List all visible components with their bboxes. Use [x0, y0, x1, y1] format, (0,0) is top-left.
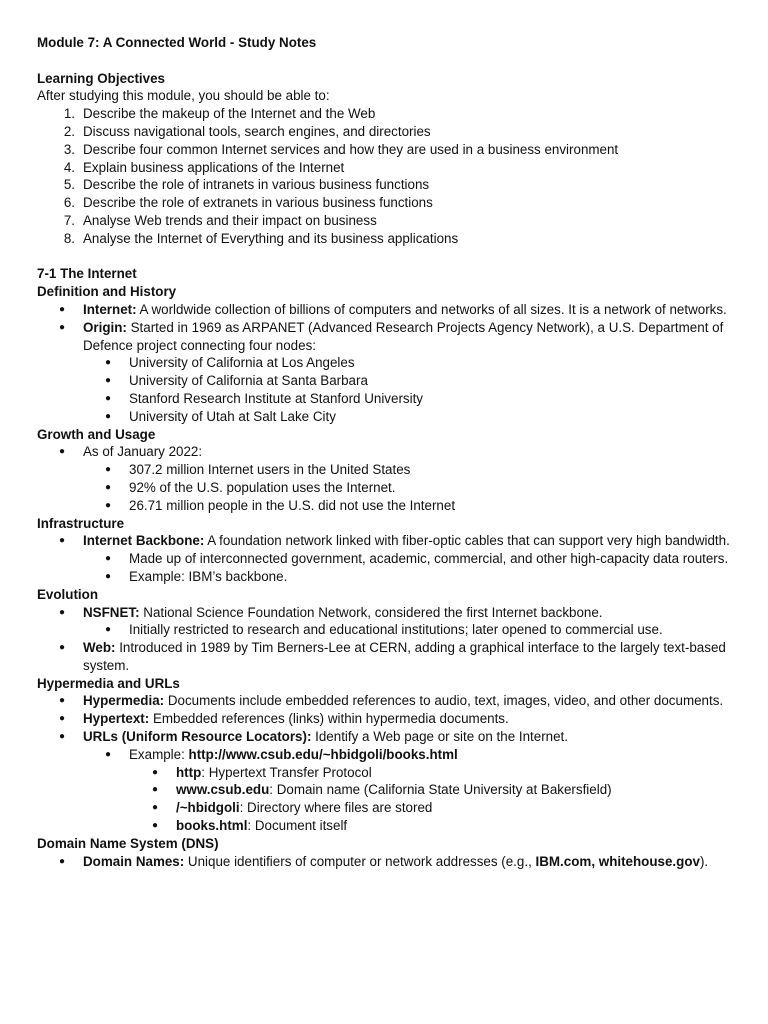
list-number: 7. [63, 212, 75, 228]
bullet-icon: ● [152, 802, 159, 814]
bullet-icon: ● [59, 303, 66, 315]
bullet-icon: ● [105, 392, 112, 404]
list-item [37, 532, 737, 550]
term-label: NSFNET: [83, 604, 140, 620]
section-heading: 7-1 The Internet [37, 266, 137, 282]
list-item [37, 301, 737, 319]
example-label: Example: [129, 746, 189, 762]
subheading-dns: Domain Name System (DNS) [37, 835, 219, 851]
bullet-icon: ● [105, 499, 112, 511]
list-text: Analyse the Internet of Everything and its business applications [83, 230, 459, 246]
objectives-intro: After studying this module, you should be able to: [37, 88, 330, 104]
term-label: Hypermedia: [83, 693, 165, 709]
stat-text: 307.2 million Internet users in the United States [129, 462, 411, 478]
list-text: Describe the role of intranets in various business functions [83, 177, 430, 193]
list-item [37, 123, 737, 141]
term-text: Started in 1969 as ARPANET (Advanced Research Projects Agency Network), a U.S. Department of Defence project connecting four nodes: [83, 319, 724, 353]
list-item [37, 692, 737, 710]
bullet-icon: ● [152, 820, 159, 832]
list-item [37, 710, 737, 728]
list-item [37, 568, 737, 586]
url-part-desc: : Domain name (California State University at Bakersfield) [269, 782, 612, 798]
term-text: Documents include embedded references to audio, text, images, video, and other documents. [164, 693, 724, 709]
bullet-icon: ● [59, 535, 66, 547]
as-of-text: As of January 2022: [83, 444, 203, 460]
bullet-icon: ● [59, 606, 66, 618]
list-text: Describe the role of extranets in various business functions [83, 195, 433, 211]
bullet-icon: ● [59, 321, 66, 333]
list-item [37, 781, 737, 799]
stat-text: 92% of the U.S. population uses the Internet. [129, 479, 396, 495]
example-domain: IBM.com [535, 853, 592, 869]
list-text: Explain business applications of the Internet [83, 159, 345, 175]
list-number: 1. [63, 106, 75, 122]
node-text: University of California at Santa Barbara [129, 373, 368, 389]
list-item [37, 550, 737, 568]
list-item [37, 159, 737, 177]
list-number: 3. [63, 141, 75, 157]
list-item [37, 764, 737, 782]
list-number: 6. [63, 195, 75, 211]
list-text: Describe the makeup of the Internet and the Web [83, 106, 376, 122]
list-item [37, 408, 737, 426]
list-item [37, 479, 737, 497]
bullet-icon: ● [152, 766, 159, 778]
term-text: A foundation network linked with fiber-optic cables that can support very high bandwidth. [204, 533, 730, 549]
bullet-icon: ● [59, 642, 66, 654]
bullet-icon: ● [105, 481, 112, 493]
separator: , [591, 853, 599, 869]
bullet-icon: ● [105, 624, 112, 636]
list-item [37, 230, 737, 248]
list-item [37, 105, 737, 123]
bullet-icon: ● [105, 375, 112, 387]
url-part-desc: : Document itself [247, 818, 348, 834]
subheading-hypermedia-urls: Hypermedia and URLs [37, 675, 180, 691]
bullet-icon: ● [152, 784, 159, 796]
list-item [37, 639, 737, 675]
list-item [37, 853, 737, 871]
list-item [37, 372, 737, 390]
sub-text: Initially restricted to research and educational institutions; later opened to commercial use. [129, 622, 663, 638]
sub-text: Example: IBM’s backbone. [129, 568, 288, 584]
term-text: Introduced in 1989 by Tim Berners-Lee at CERN, adding a graphical interface to the largely text-based system. [83, 640, 726, 673]
term-label: Web: [83, 640, 116, 656]
bullet-icon: ● [105, 570, 112, 582]
term-label: Internet Backbone: [83, 533, 205, 549]
subheading-definition-history: Definition and History [37, 284, 177, 300]
term-text: Embedded references (links) within hypermedia documents. [149, 711, 509, 727]
node-text: Stanford Research Institute at Stanford University [129, 390, 423, 406]
url-part-term: http [176, 764, 202, 780]
subheading-growth-usage: Growth and Usage [37, 426, 156, 442]
term-text: National Science Foundation Network, considered the first Internet backbone. [139, 604, 603, 620]
study-notes-page [37, 34, 737, 870]
term-label: Hypertext: [83, 711, 150, 727]
term-label: Internet: [83, 301, 137, 317]
url-part-term: www.csub.edu [176, 782, 270, 798]
term-text: Unique identifiers of computer or network addresses (e.g., [184, 853, 536, 869]
node-text: University of Utah at Salt Lake City [129, 408, 336, 424]
example-domain: whitehouse.gov [598, 853, 700, 869]
list-number: 4. [63, 159, 75, 175]
node-text: University of California at Los Angeles [129, 355, 355, 371]
list-number: 2. [63, 123, 75, 139]
list-item [37, 746, 737, 764]
subheading-evolution: Evolution [37, 586, 98, 602]
term-label: Domain Names: [83, 853, 185, 869]
list-item [37, 141, 737, 159]
url-part-term: books.html [176, 818, 248, 834]
list-item [37, 799, 737, 817]
bullet-icon: ● [105, 410, 112, 422]
list-item [37, 461, 737, 479]
term-label: URLs (Uniform Resource Locators): [83, 729, 312, 745]
list-text: Discuss navigational tools, search engines, and directories [83, 123, 431, 139]
list-item [37, 497, 737, 515]
bullet-icon: ● [105, 553, 112, 565]
bullet-icon: ● [105, 748, 112, 760]
list-text: Analyse Web trends and their impact on business [83, 212, 377, 228]
example-url: http://www.csub.edu/~hbidgoli/books.html [188, 746, 458, 762]
bullet-icon: ● [59, 855, 66, 867]
bullet-icon: ● [59, 446, 66, 458]
objectives-list [37, 105, 737, 247]
objectives-heading: Learning Objectives [37, 70, 165, 86]
closing-text: ). [699, 853, 709, 869]
term-text: A worldwide collection of billions of computers and networks of all sizes. It is a network of networks. [136, 301, 727, 317]
bullet-icon: ● [105, 357, 112, 369]
list-number: 8. [63, 230, 75, 246]
list-item [37, 390, 737, 408]
url-part-term: /~hbidgoli [176, 800, 240, 816]
stat-text: 26.71 million people in the U.S. did not use the Internet [129, 497, 456, 513]
url-part-desc: : Directory where files are stored [239, 800, 433, 816]
bullet-icon: ● [59, 713, 66, 725]
sub-text: Made up of interconnected government, academic, commercial, and other high-capacity data routers. [129, 551, 729, 567]
list-item [37, 817, 737, 835]
list-item [37, 354, 737, 372]
bullet-icon: ● [59, 695, 66, 707]
url-part-desc: : Hypertext Transfer Protocol [201, 764, 372, 780]
bullet-icon: ● [105, 464, 112, 476]
list-item [37, 443, 737, 461]
list-item [37, 621, 737, 639]
list-item [37, 176, 737, 194]
list-item [37, 194, 737, 212]
document-title: Module 7: A Connected World - Study Notes [37, 35, 317, 50]
list-item [37, 604, 737, 622]
list-item [37, 212, 737, 230]
subheading-infrastructure: Infrastructure [37, 515, 125, 531]
term-text: Identify a Web page or site on the Internet. [311, 729, 568, 745]
bullet-icon: ● [59, 731, 66, 743]
list-item [37, 728, 737, 746]
term-label: Origin: [83, 319, 127, 335]
list-text: Describe four common Internet services and how they are used in a business environment [83, 141, 619, 157]
list-item [37, 319, 737, 355]
list-number: 5. [63, 177, 75, 193]
